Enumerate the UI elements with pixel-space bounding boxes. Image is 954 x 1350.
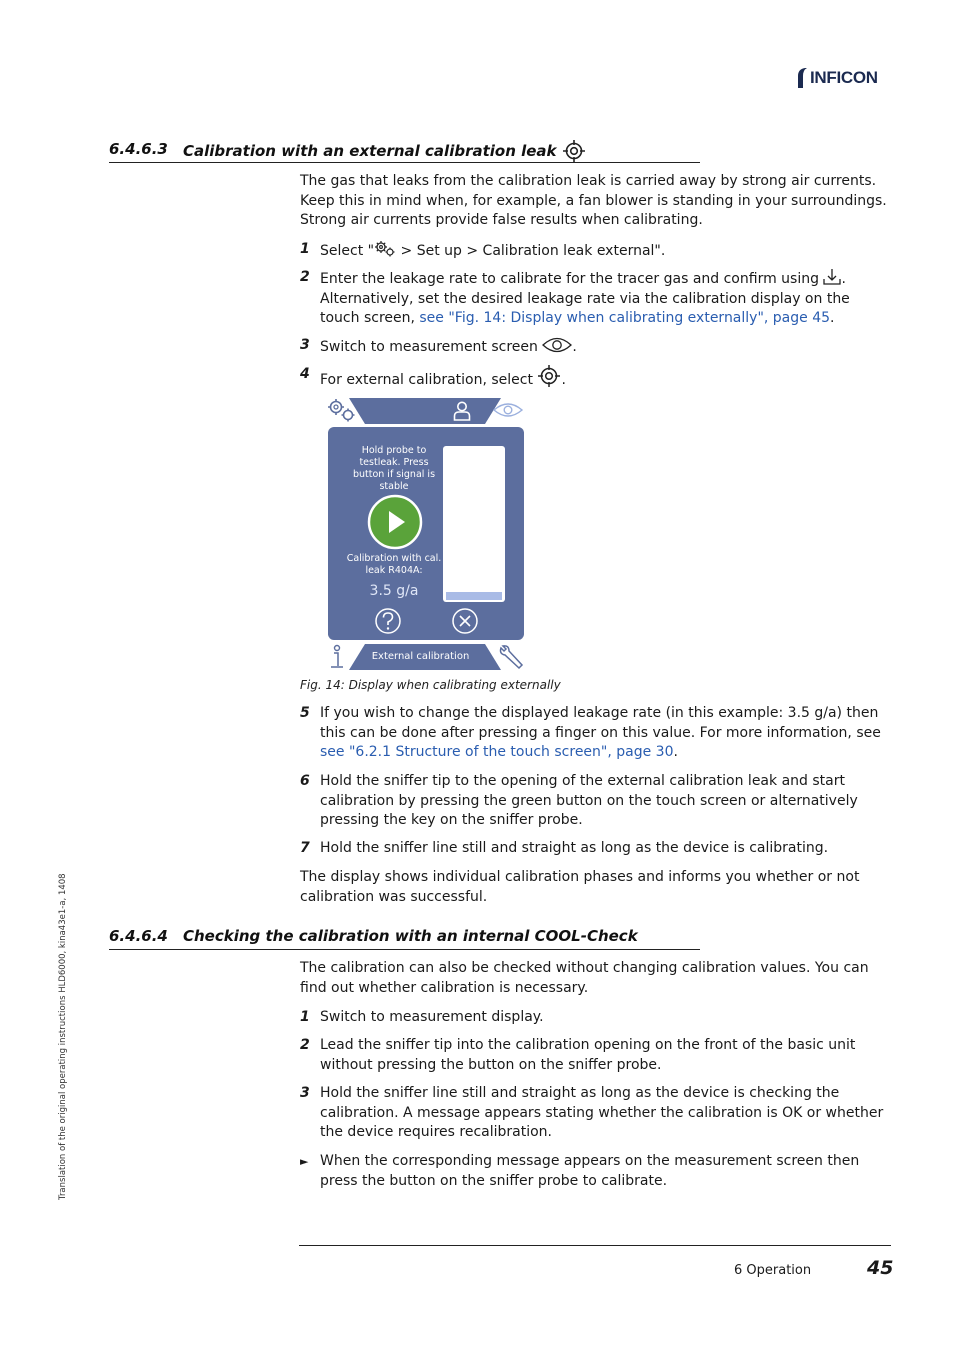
section-heading-6-4-6-4	[109, 927, 700, 950]
step-1: 1 Select " > Set up > Calibration leak external".	[300, 241, 666, 259]
calibration-target-icon	[537, 365, 561, 387]
logo-mark-icon	[794, 67, 808, 89]
check-step-3: 3 Hold the sniffer line still and straight as long as the device is checking the calibration. A message appears stating whether the calibration is OK or whether the device requires recalibration.	[300, 1085, 884, 1140]
link-fig-14[interactable]: see "Fig. 14: Display when calibrating externally", page 45	[419, 310, 831, 326]
outro-paragraph: The display shows individual calibration phases and informs you whether or not calibration was successful.	[300, 869, 860, 905]
calibration-display-figure	[325, 396, 525, 672]
footer-rule	[299, 1245, 891, 1246]
settings-gears-icon	[374, 240, 396, 258]
side-note: Translation of the original operating instructions HLD6000, kina43e1-a, 1408	[58, 873, 68, 1200]
inficon-logo	[794, 66, 878, 90]
start-calibration-play-button[interactable]	[367, 494, 423, 550]
section-title: Calibration with an external calibration leak	[183, 140, 586, 162]
section-heading-6-4-6-3	[109, 140, 700, 163]
help-question-icon[interactable]	[374, 607, 402, 635]
section-title: Checking the calibration with an internal COOL-Check	[183, 927, 638, 945]
eye-icon[interactable]	[493, 402, 523, 418]
signal-bar	[443, 446, 505, 602]
step-2: 2 Enter the leakage rate to calibrate for the tracer gas and confirm using . Alternatively, set the desired leakage rate via the calibration display on the touch screen, see "Fig. 14: Display when calibrating externally", page 45.	[300, 269, 850, 326]
leak-rate-value[interactable]: 3.5 g/a	[369, 583, 419, 599]
check-result-step: ► When the corresponding message appears on the measurement screen then press the button on the sniffer probe to calibrate.	[300, 1153, 860, 1189]
page-number: 45	[867, 1257, 894, 1279]
screen-footer-label: External calibration	[371, 651, 470, 662]
figure-caption: Fig. 14: Display when calibrating externally	[300, 678, 561, 692]
screen-instruction-text: Hold probe to testleak. Press button if signal is stable	[352, 445, 436, 492]
step-5: 5 If you wish to change the displayed leakage rate (in this example: 3.5 g/a) then this can be done after pressing a finger on this value. For more information, see see "6.2.1 Structure of the touch screen", page 30.	[300, 705, 881, 760]
wrench-icon[interactable]	[497, 644, 525, 670]
step-4: 4 For external calibration, select .	[300, 366, 566, 388]
calibration-leak-label: Calibration with cal. leak R404A:	[346, 553, 442, 576]
signal-bar-fill	[446, 592, 502, 600]
link-section-6-2-1[interactable]: see "6.2.1 Structure of the touch screen", page 30	[320, 744, 674, 760]
intro-paragraph: The gas that leaks from the calibration leak is carried away by strong air currents. Keep this in mind when, for example, a fan blower is standing in your surroundings. Strong air currents provide false results when calibrating.	[300, 173, 887, 228]
logo-text: INFICON	[810, 68, 878, 87]
user-icon[interactable]	[453, 401, 471, 421]
cancel-close-icon[interactable]	[451, 607, 479, 635]
confirm-download-icon	[823, 268, 841, 286]
step-3: 3 Switch to measurement screen .	[300, 337, 577, 355]
check-step-1: 1 Switch to measurement display.	[300, 1009, 544, 1025]
check-step-2: 2 Lead the sniffer tip into the calibration opening on the front of the basic unit without pressing the button on the sniffer probe.	[300, 1037, 856, 1073]
settings-gears-icon[interactable]	[327, 398, 357, 424]
info-icon[interactable]	[328, 644, 346, 670]
footer-section: 6 Operation	[734, 1263, 812, 1278]
section-number: 6.4.6.3	[109, 140, 168, 158]
cool-check-intro: The calibration can also be checked without changing calibration values. You can find out whether calibration is necessary.	[300, 960, 869, 996]
step-6: 6 Hold the sniffer tip to the opening of the external calibration leak and start calibration by pressing the green button on the touch screen or alternatively pressing the key on the sniffer probe.	[300, 773, 858, 828]
screen-panel	[328, 427, 524, 640]
step-7: 7 Hold the sniffer line still and straight as long as the device is calibrating.	[300, 840, 829, 856]
section-number: 6.4.6.4	[109, 927, 168, 945]
calibration-target-icon	[562, 140, 586, 162]
eye-icon	[542, 336, 572, 354]
